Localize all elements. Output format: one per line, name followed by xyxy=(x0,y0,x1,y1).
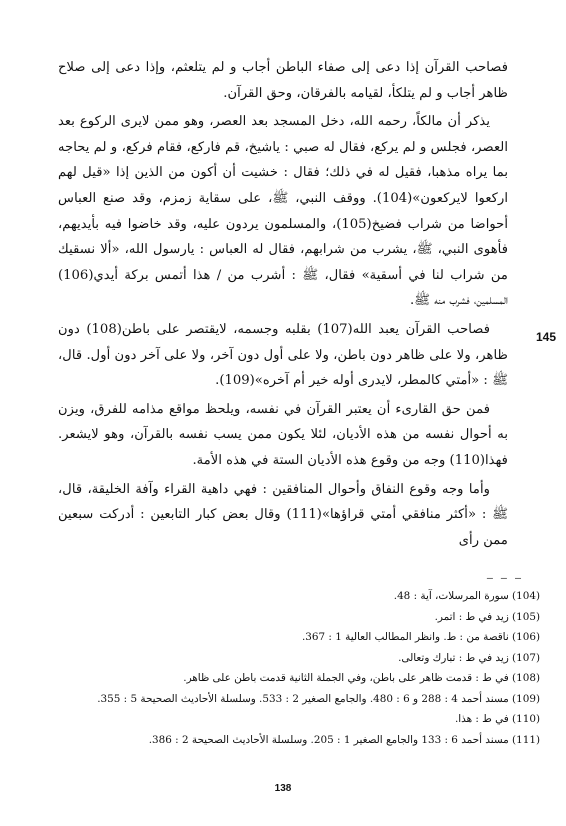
paragraph-5: وأما وجه وقوع النفاق وأحوال المنافقين : فهي داهية القراء وآفة الخليقة، قال، ﷺ : «أكثر منافقي أمتي قراؤها»(111) وقال بعض كبار التابعين : أدركت سبعين ممن رأى xyxy=(58,481,509,548)
footnote-104: (104) سورة المرسلات، آية : 48. xyxy=(393,590,540,602)
paragraph-1: فصاحب القرآن إذا دعى إلى صفاء الباطن أجاب و لم يتلعثم، وإذا دعى إلى صلاح ظاهر أجاب و لم يتلكأ، لقيامه بالفرقان، وحق القرآن. xyxy=(58,60,508,101)
footnotes xyxy=(40,586,540,750)
paragraph-4: فمن حق القارىء أن يعتبر القرآن في نفسه، ويلحظ مواقع مذامه للفرق، ويزن به أحوال نفسه من هذه الأديان، لئلا يكون ممن يسب نفسه بالقرآن، وهو لايشعر. فهذا(110) وجه من وقوع هذه الأديان الستة في هذه الأمة. xyxy=(58,401,508,468)
footnote-105: (105) زيد في ط : اتمر. xyxy=(434,610,540,623)
page-number: 138 xyxy=(274,783,292,794)
main-text xyxy=(58,55,508,556)
footnote-110: (110) في ط : هذا. xyxy=(454,713,540,725)
footnote-separator: — — — xyxy=(486,573,522,584)
footnote-107: (107) زيد في ط : تبارك وتعالى. xyxy=(398,651,540,664)
paragraph-3: فصاحب القرآن يعبد الله(107) بقلبه وجسمه، لايقتصر على باطن(108) دون ظاهر، ولا على ظاهر دون باطن، ولا على أول دون آخر، ولا على آخر دون أول. قال، ﷺ : «أمتي كالمطر، لايدرى أوله خير أم آخره»(109). xyxy=(58,321,508,389)
manuscript-margin-number: 145 xyxy=(536,330,557,344)
footnote-106: (106) ناقصة من : ط. وانظر المطالب العالية 1 : 367. xyxy=(301,631,540,643)
footnote-108: (108) في ط : قدمت ظاهر على باطن، وفي الجملة الثانية قدمت باطن على ظاهر. xyxy=(183,672,540,684)
footnote-109: (109) مسند أحمد 4 : 288 و 6 : 480. والجامع الصغير 2 : 533. وسلسلة الأحاديث الصحيحة 5 : 355. xyxy=(97,692,540,705)
footnote-111: (111) مسند أحمد 6 : 133 والجامع الصغير 1 : 205. وسلسلة الأحاديث الصحيحة 2 : 386. xyxy=(148,733,540,746)
paragraph-2: يذكر أن مالكاً، رحمه الله، دخل المسجد بعد العصر، وهو ممن لايرى الركوع بعد العصر، فجلس و لم يركع، فقال له صبي : ياشيخ، قم فاركع، فقام فركع، و لم يحاجه بما يراه مذهبا، فقيل له في ذلك؛ فقال : خشيت أن أكون من الذين إذا «قيل لهم اركعوا لايركعون»(104). ووقف النبي، ﷺ، على سقاية زمزم، وقد صنع العباس أحواضا من شراب فضيخ(105)، والمسلمون يردون عليه، وقد خاضوا فيه بأيديهم، فأهوى النبي، ﷺ، يشرب من شرابهم، فقال له العباس : يارسول الله، «ألا نسقيك من شراب لنا في أسقية» فقال، ﷺ : أشرب من / هذا أتمس بركة أيدي(106) المسلمين، فشرب منه ﷺ. xyxy=(58,114,508,309)
